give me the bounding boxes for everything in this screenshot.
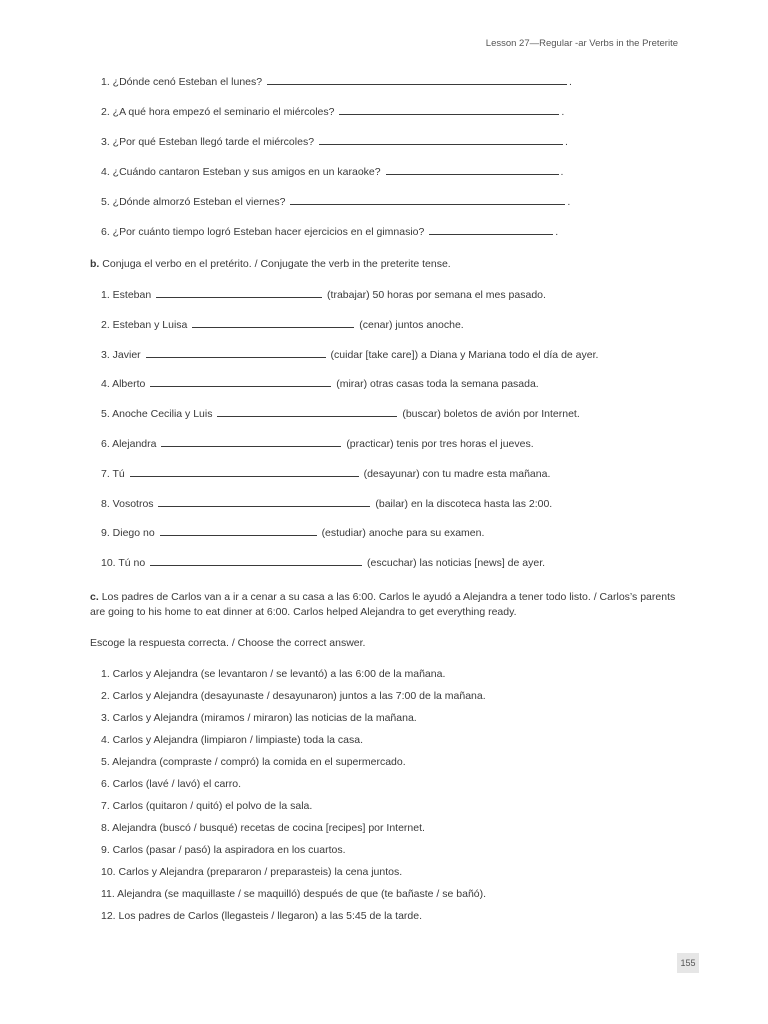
choice-item: 12. Los padres de Carlos (llegasteis / llegaron) a las 5:45 de la tarde. <box>101 910 423 922</box>
section-c-intro: Los padres de Carlos van a ir a cenar a su casa a las 6:00. Carlos le ayudó a Alejandra a tener todo listo. / Carlos’s parents are going to his home to eat dinner at 6:00. Carlos helped Alejandra to get everything ready. <box>90 591 676 618</box>
choice-item: 2. Carlos y Alejandra (desayunaste / desayunaron) juntos a las 7:00 de la mañana. <box>101 690 486 702</box>
answer-blank[interactable] <box>290 194 565 205</box>
answer-blank[interactable] <box>130 466 359 477</box>
answer-blank[interactable] <box>150 555 362 566</box>
page-number: 155 <box>677 953 699 973</box>
conjugation-item: 3. Javier (cuidar [take care]) a Diana y Mariana todo el día de ayer. <box>101 348 599 361</box>
conjugation-item: 5. Anoche Cecilia y Luis (buscar) boletos de avión por Internet. <box>101 408 580 421</box>
choice-item: 4. Carlos y Alejandra (limpiaron / limpiaste) toda la casa. <box>101 734 364 746</box>
choice-item: 8. Alejandra (buscó / busqué) recetas de cocina [recipes] por Internet. <box>101 822 425 834</box>
answer-blank[interactable] <box>319 134 563 145</box>
question-item: 6. ¿Por cuánto tiempo logró Esteban hacer ejercicios en el gimnasio? . <box>101 226 559 238</box>
conjugation-item: 2. Esteban y Luisa (cenar) juntos anoche. <box>101 318 464 331</box>
choice-item: 7. Carlos (quitaron / quitó) el polvo de la sala. <box>101 800 313 812</box>
choice-item: 9. Carlos (pasar / pasó) la aspiradora en los cuartos. <box>101 844 346 856</box>
choice-list <box>101 667 661 931</box>
answer-blank[interactable] <box>386 164 559 175</box>
conjugation-item: 6. Alejandra (practicar) tenis por tres horas el jueves. <box>101 437 534 450</box>
question-item: 4. ¿Cuándo cantaron Esteban y sus amigos en un karaoke? . <box>101 166 564 178</box>
answer-blank[interactable] <box>192 317 354 328</box>
choice-item: 5. Alejandra (compraste / compró) la comida en el supermercado. <box>101 756 406 768</box>
choice-item: 6. Carlos (lavé / lavó) el carro. <box>101 778 242 790</box>
answer-blank[interactable] <box>217 406 397 417</box>
answer-blank[interactable] <box>156 287 322 298</box>
question-item: 1. ¿Dónde cenó Esteban el lunes? . <box>101 76 572 88</box>
answer-blank[interactable] <box>160 525 317 536</box>
choice-item: 11. Alejandra (se maquillaste / se maquilló) después de que (te bañaste / se bañó). <box>101 888 487 900</box>
question-text: 1. ¿Dónde cenó Esteban el lunes? <box>101 76 263 88</box>
running-header: Lesson 27—Regular -ar Verbs in the Preterite <box>485 38 678 49</box>
section-c-heading <box>90 590 690 620</box>
question-text: 2. ¿A qué hora empezó el seminario el miércoles? <box>101 106 335 118</box>
conjugation-list <box>101 287 661 585</box>
conjugation-item: 10. Tú no (escuchar) las noticias [news] de ayer. <box>101 557 546 570</box>
answer-blank[interactable] <box>150 376 331 387</box>
section-c-label: c. <box>90 591 99 603</box>
answer-blank[interactable] <box>267 74 567 85</box>
section-b-instruction: Conjuga el verbo en el pretérito. / Conjugate the verb in the preterite tense. <box>102 258 451 270</box>
choice-item: 3. Carlos y Alejandra (miramos / miraron) las noticias de la mañana. <box>101 712 417 724</box>
answer-blank[interactable] <box>339 104 559 115</box>
section-c-instruction: Escoge la respuesta correcta. / Choose the correct answer. <box>90 637 366 649</box>
conjugation-item: 4. Alberto (mirar) otras casas toda la semana pasada. <box>101 378 539 391</box>
question-item: 2. ¿A qué hora empezó el seminario el miércoles? . <box>101 106 565 118</box>
question-text: 5. ¿Dónde almorzó Esteban el viernes? <box>101 196 286 208</box>
question-item: 3. ¿Por qué Esteban llegó tarde el miércoles? . <box>101 136 568 148</box>
choice-item: 1. Carlos y Alejandra (se levantaron / se levantó) a las 6:00 de la mañana. <box>101 668 446 680</box>
conjugation-item: 9. Diego no (estudiar) anoche para su examen. <box>101 527 485 540</box>
answer-blank[interactable] <box>161 436 341 447</box>
answer-blank[interactable] <box>429 224 553 235</box>
conjugation-item: 1. Esteban (trabajar) 50 horas por semana el mes pasado. <box>101 289 546 301</box>
question-text: 3. ¿Por qué Esteban llegó tarde el miércoles? <box>101 136 315 148</box>
answer-blank[interactable] <box>158 496 370 507</box>
question-text: 6. ¿Por cuánto tiempo logró Esteban hacer ejercicios en el gimnasio? <box>101 226 425 238</box>
question-item: 5. ¿Dónde almorzó Esteban el viernes? . <box>101 196 571 208</box>
choice-item: 10. Carlos y Alejandra (prepararon / preparasteis) la cena juntos. <box>101 866 403 878</box>
conjugation-item: 8. Vosotros (bailar) en la discoteca hasta las 2:00. <box>101 497 553 510</box>
answer-blank[interactable] <box>146 347 326 358</box>
section-b-heading <box>90 258 451 270</box>
question-list-a <box>101 74 641 254</box>
section-b-label: b. <box>90 258 100 270</box>
question-text: 4. ¿Cuándo cantaron Esteban y sus amigos en un karaoke? <box>101 166 381 178</box>
conjugation-item: 7. Tú (desayunar) con tu madre esta mañana. <box>101 467 551 480</box>
